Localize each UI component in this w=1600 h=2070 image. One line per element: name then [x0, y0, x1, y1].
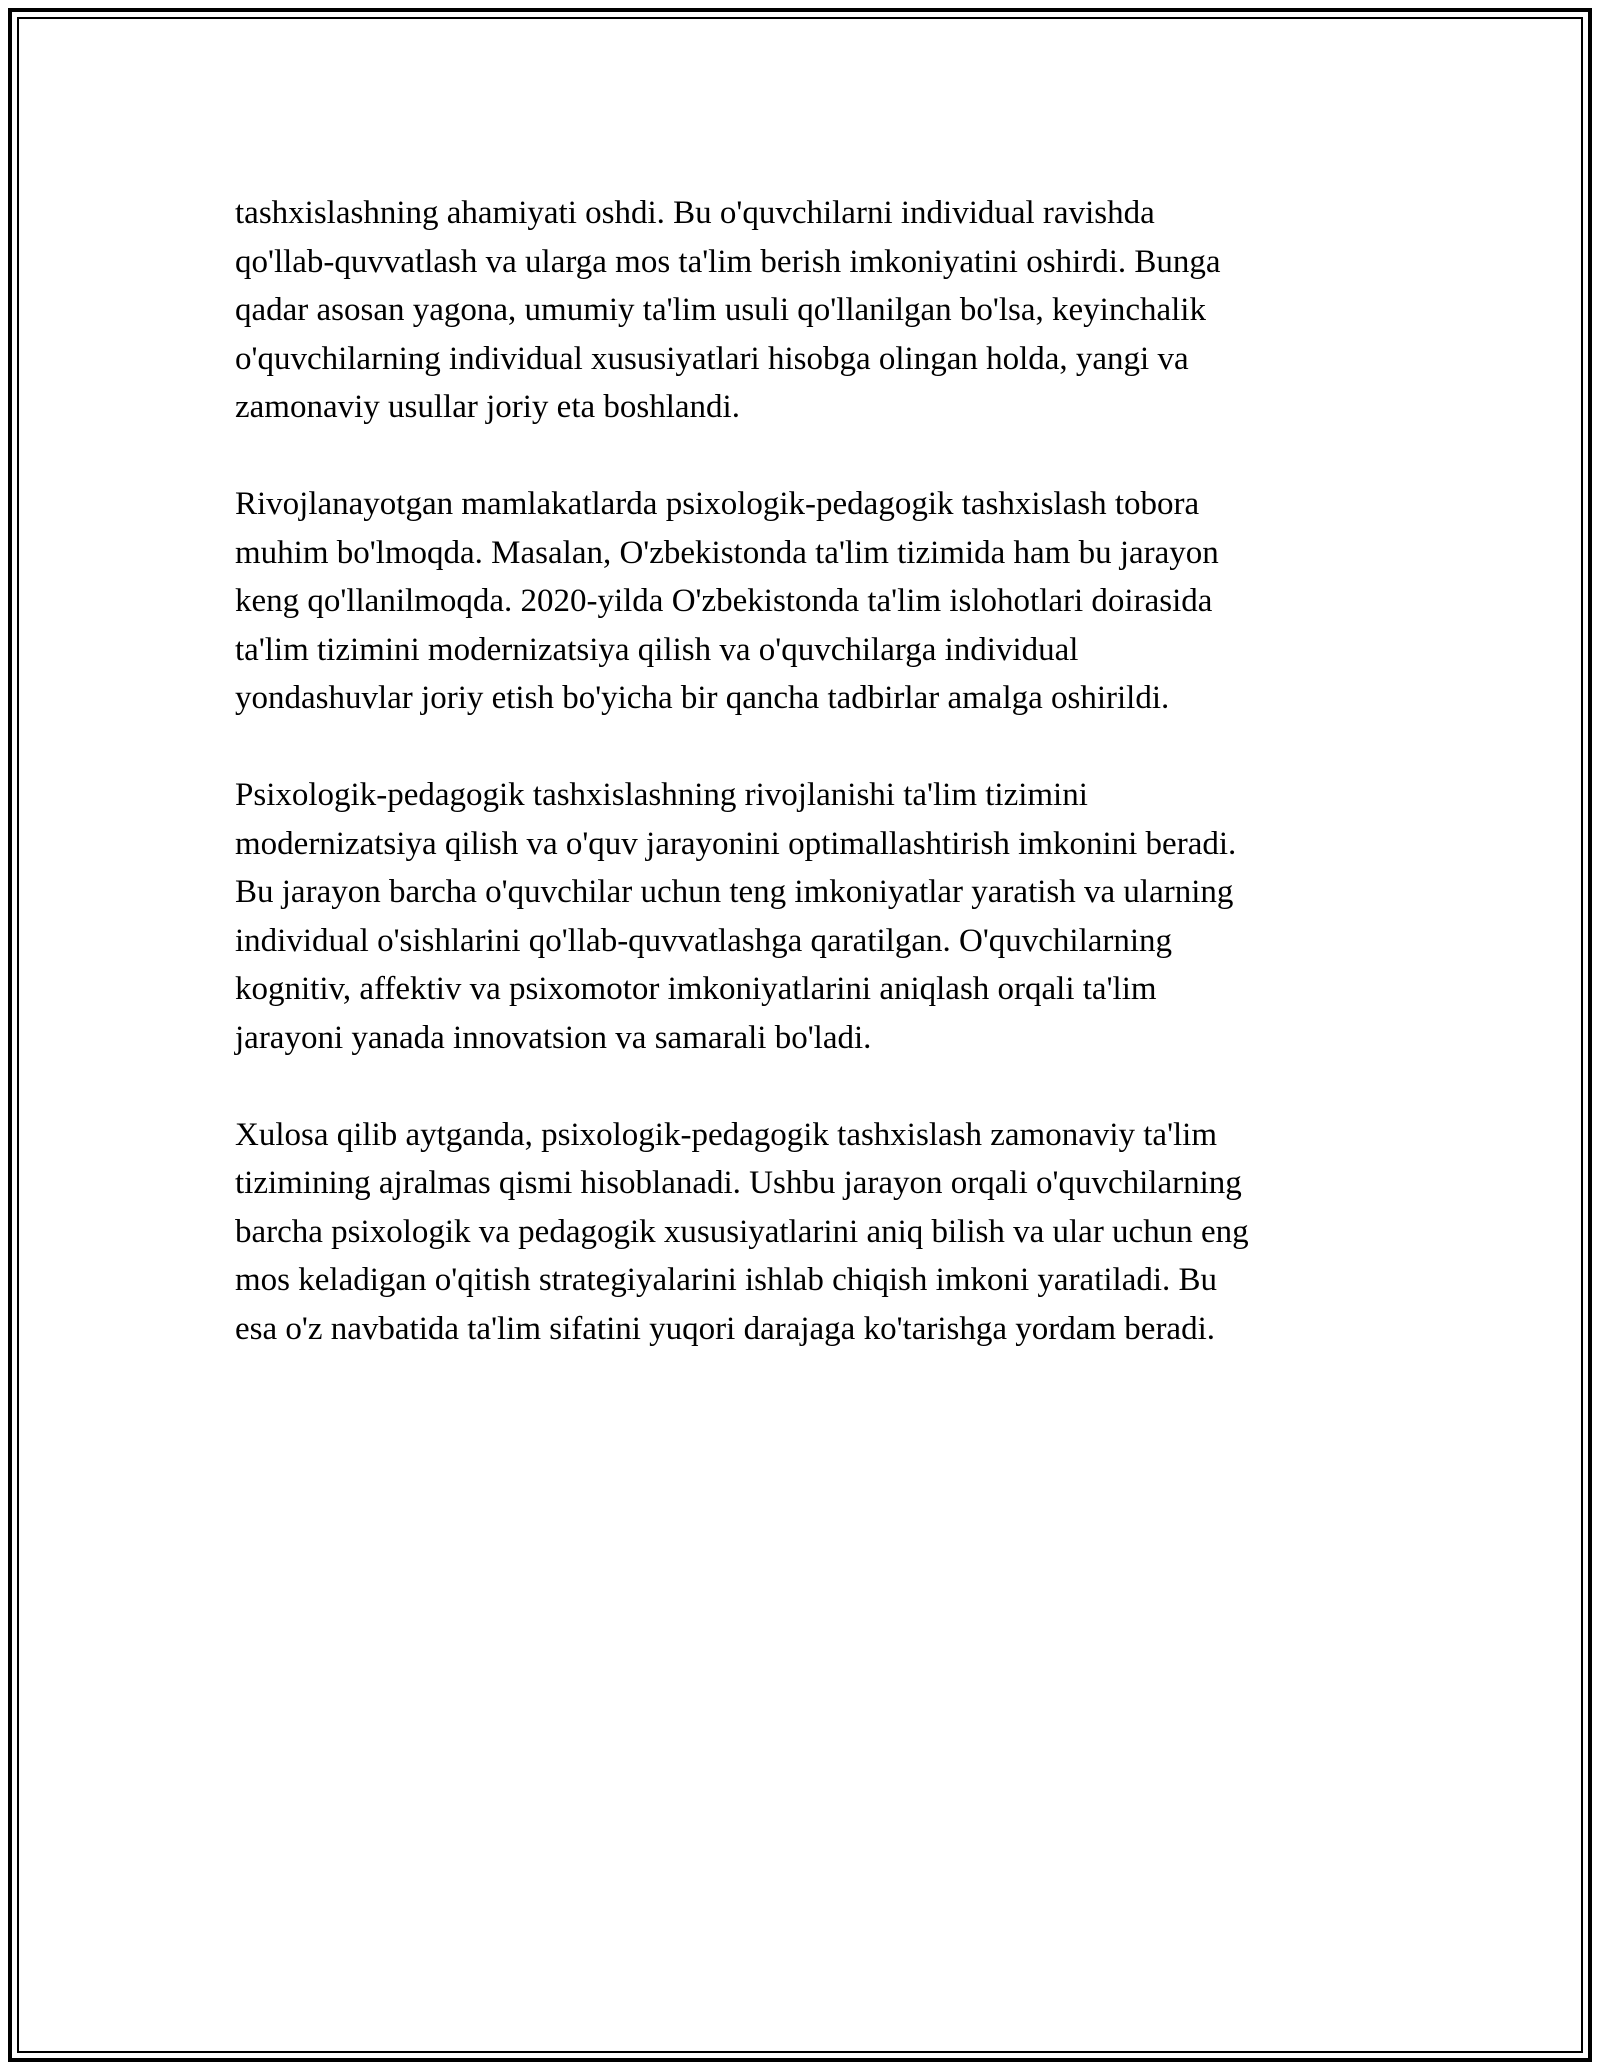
- text-line: muhim bo'lmoqda. Masalan, O'zbekistonda ta'lim tizimida ham bu jarayon: [235, 534, 1219, 571]
- text-line: individual o'sishlarini qo'llab-quvvatlashga qaratilgan. O'quvchilarning: [235, 922, 1173, 959]
- text-line: keng qo'llanilmoqda. 2020-yilda O'zbekistonda ta'lim islohotlari doirasida: [235, 583, 1213, 619]
- paragraph-3: [235, 771, 1385, 1062]
- document-body: [235, 189, 1385, 1402]
- text-line: yondashuvlar joriy etish bo'yicha bir qancha tadbirlar amalga oshirildi.: [235, 680, 1170, 716]
- paragraph-2: [235, 480, 1385, 723]
- text-line: o'quvchilarning individual xususiyatlari hisobga olingan holda, yangi va: [235, 340, 1189, 377]
- text-line: kognitiv, affektiv va psixomotor imkoniyatlarini aniqlash orqali ta'lim: [235, 971, 1157, 1007]
- text-line: Psixologik-pedagogik tashxislashning rivojlanishi ta'lim tizimini: [235, 777, 1088, 813]
- text-line: barcha psixologik va pedagogik xususiyatlarini aniq bilish va ular uchun eng: [235, 1213, 1249, 1250]
- text-line: tizimining ajralmas qismi hisoblanadi. Ushbu jarayon orqali o'quvchilarning: [235, 1165, 1242, 1201]
- text-line: Bu jarayon barcha o'quvchilar uchun teng imkoniyatlar yaratish va ularning: [235, 874, 1234, 910]
- text-line: zamonaviy usullar joriy eta boshlandi.: [235, 389, 740, 425]
- text-line: mos keladigan o'qitish strategiyalarini ishlab chiqish imkoni yaratiladi. Bu: [235, 1262, 1218, 1298]
- paragraph-4: [235, 1111, 1385, 1354]
- text-line: ta'lim tizimini modernizatsiya qilish va o'quvchilarga individual: [235, 631, 1079, 668]
- text-line: Xulosa qilib aytganda, psixologik-pedagogik tashxislash zamonaviy ta'lim: [235, 1116, 1218, 1153]
- text-line: Rivojlanayotgan mamlakatlarda psixologik-pedagogik tashxislash tobora: [235, 486, 1200, 522]
- paragraph-1: [235, 189, 1385, 432]
- text-line: qo'llab-quvvatlash va ularga mos ta'lim berish imkoniyatini oshirdi. Bunga: [235, 243, 1221, 280]
- text-line: modernizatsiya qilish va o'quv jarayonini optimallashtirish imkonini beradi.: [235, 825, 1237, 862]
- text-line: jarayoni yanada innovatsion va samarali bo'ladi.: [235, 1019, 872, 1056]
- text-line: esa o'z navbatida ta'lim sifatini yuqori darajaga ko'tarishga yordam beradi.: [235, 1310, 1215, 1347]
- text-line: tashxislashning ahamiyati oshdi. Bu o'quvchilarni individual ravishda: [235, 195, 1155, 231]
- text-line: qadar asosan yagona, umumiy ta'lim usuli qo'llanilgan bo'lsa, keyinchalik: [235, 292, 1206, 328]
